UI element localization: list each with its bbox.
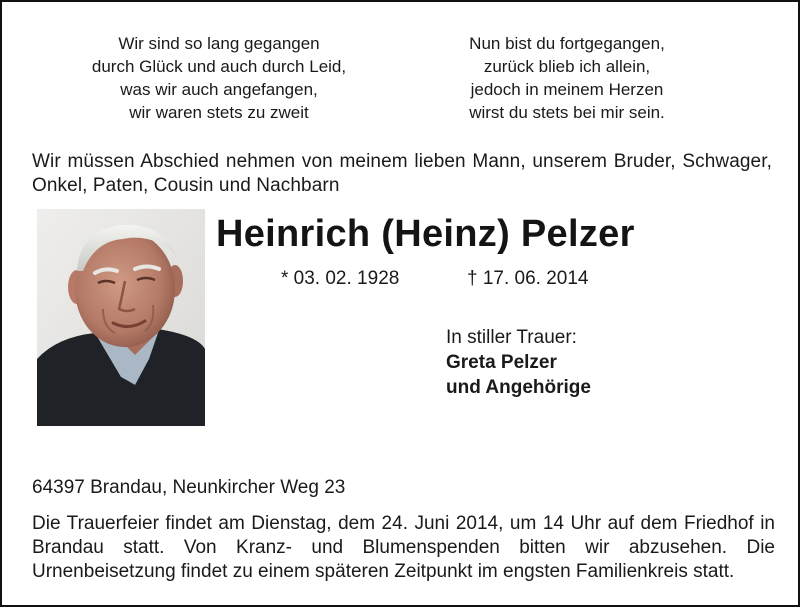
- poem-line: wirst du stets bei mir sein.: [469, 103, 665, 122]
- death-date: † 17. 06. 2014: [467, 268, 589, 289]
- poem-line: wir waren stets zu zweit: [129, 103, 309, 122]
- mourners-block: [446, 325, 591, 400]
- poem-line: zurück blieb ich allein,: [483, 57, 651, 76]
- poem-line: jedoch in meinem Herzen: [470, 80, 664, 99]
- mourner-name: Greta Pelzer: [446, 352, 557, 373]
- mourners-heading: In stiller Trauer:: [446, 327, 577, 348]
- mourner-relatives: und Angehörige: [446, 377, 591, 398]
- funeral-notice: Die Trauerfeier findet am Dienstag, dem 24. Juni 2014, um 14 Uhr auf dem Friedhof in Brandau statt. Von Kranz- und Blumenspenden bitten wir abzusehen. Die Urnenbeisetzung findet zu einem späteren Zeitpunkt im engsten Familienkreis statt.: [32, 513, 775, 582]
- portrait-photo: [37, 209, 205, 426]
- poem-left: [54, 32, 384, 124]
- deceased-name: Heinrich (Heinz) Pelzer: [216, 213, 635, 255]
- poem-line: durch Glück und auch durch Leid,: [91, 57, 347, 76]
- intro-text: Wir müssen Abschied nehmen von meinem lieben Mann, unserem Bruder, Schwager, Onkel, Paten, Cousin und Nachbarn: [32, 151, 772, 196]
- poem-line: Wir sind so lang gegangen: [118, 34, 320, 53]
- birth-date: * 03. 02. 1928: [281, 268, 400, 289]
- address: 64397 Brandau, Neunkircher Weg 23: [32, 477, 346, 498]
- poem-line: was wir auch angefangen,: [120, 80, 318, 99]
- poem-line: Nun bist du fortgegangen,: [469, 34, 665, 53]
- poem-right: [402, 32, 732, 124]
